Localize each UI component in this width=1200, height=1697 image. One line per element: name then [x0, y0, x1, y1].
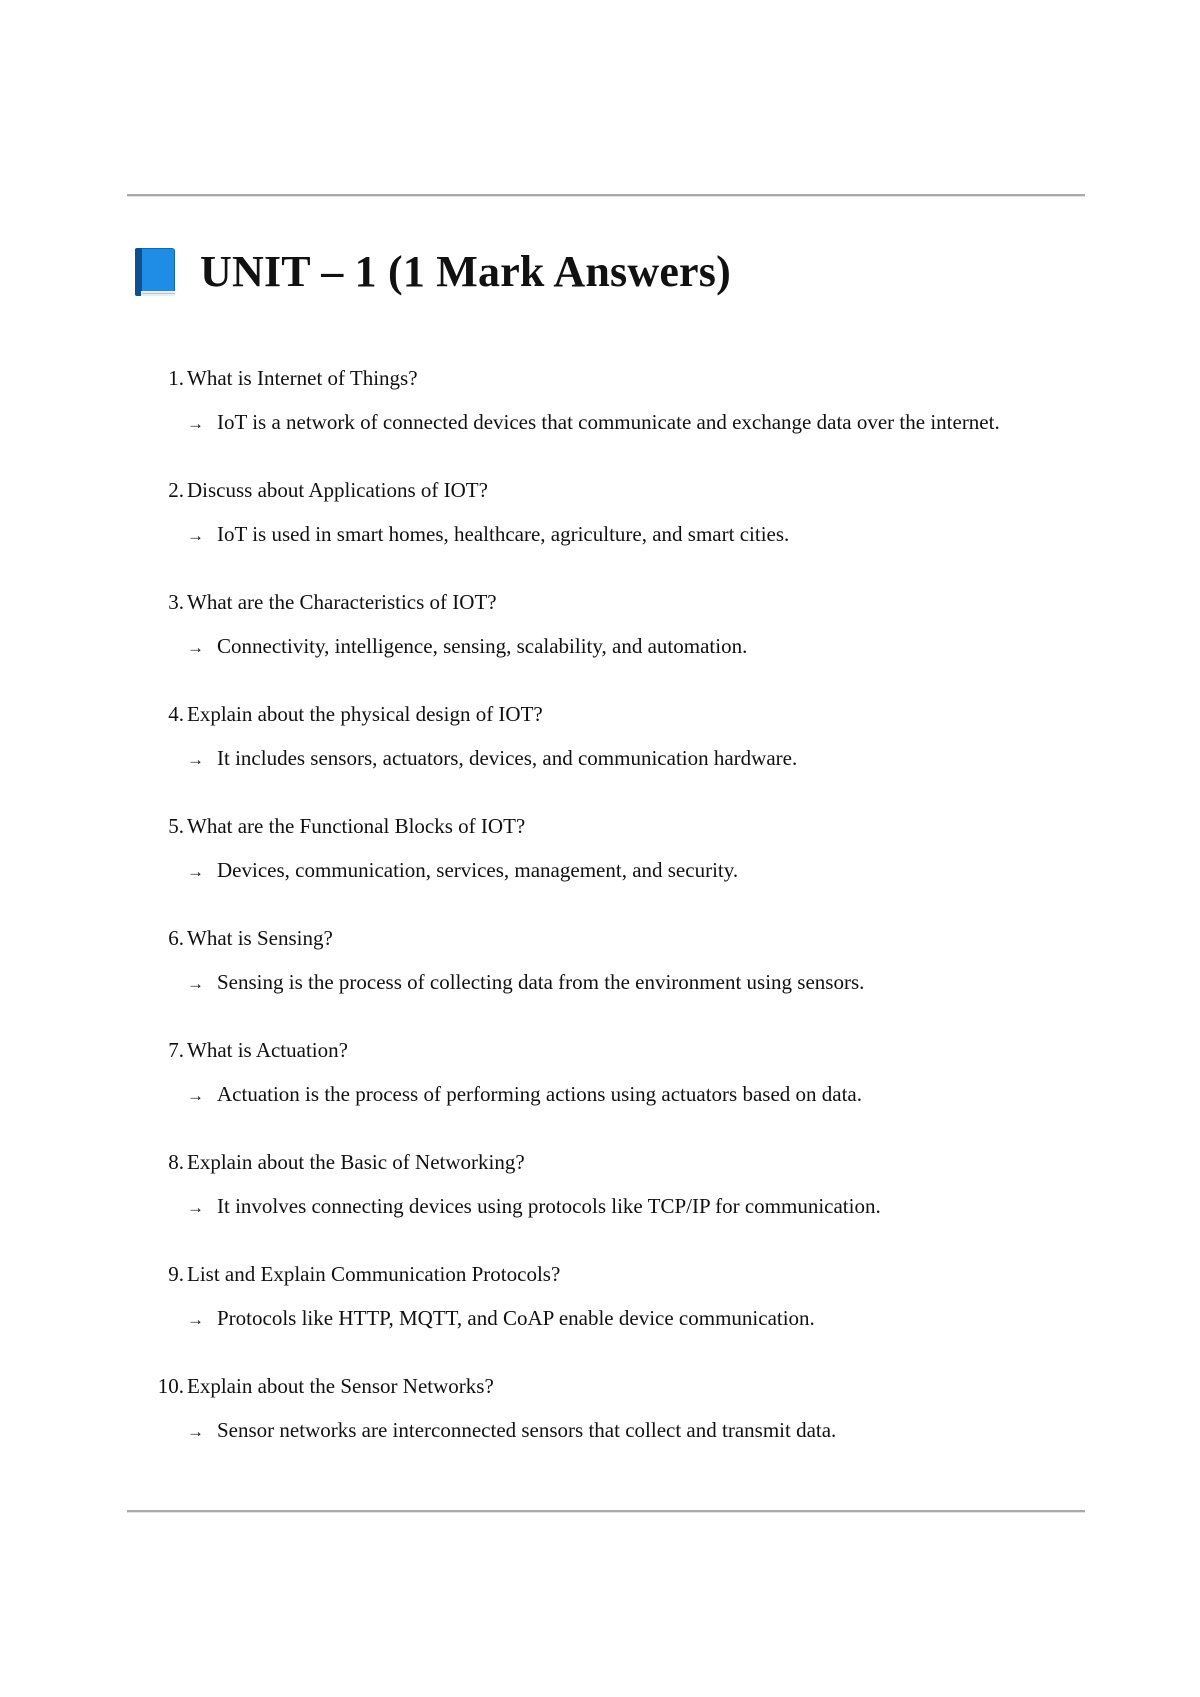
arrow-icon: → — [187, 1422, 204, 1441]
list-item — [0, 692, 1200, 782]
question-text: Discuss about Applications of IOT? — [187, 478, 488, 502]
answer-line — [0, 1072, 1047, 1118]
answer-text: Actuation is the process of performing actions using actuators based on data. — [217, 1082, 862, 1106]
list-item — [0, 1140, 1200, 1230]
answer-line — [0, 1408, 1047, 1454]
question-number: 1. — [168, 366, 184, 390]
answer-text: Sensor networks are interconnected sensors that collect and transmit data. — [217, 1418, 837, 1442]
answer-line — [0, 512, 1047, 558]
arrow-icon: → — [187, 1086, 204, 1105]
answer-text: IoT is used in smart homes, healthcare, agriculture, and smart cities. — [217, 522, 790, 546]
book-icon — [132, 246, 178, 298]
list-item — [0, 1252, 1200, 1342]
answer-line — [0, 400, 1047, 446]
question-number: 3. — [168, 590, 184, 614]
answer-line — [0, 624, 1047, 670]
question-number: 2. — [168, 478, 184, 502]
question-line — [0, 692, 1200, 736]
list-item — [0, 1028, 1200, 1118]
top-divider — [127, 194, 1085, 197]
question-number: 5. — [168, 814, 184, 838]
question-number: 8. — [168, 1150, 184, 1174]
answer-text: It involves connecting devices using protocols like TCP/IP for communication. — [217, 1194, 881, 1218]
arrow-icon: → — [187, 638, 204, 657]
question-text: What are the Characteristics of IOT? — [187, 590, 497, 614]
answer-text: It includes sensors, actuators, devices, and communication hardware. — [217, 746, 798, 770]
arrow-icon: → — [187, 750, 204, 769]
question-text: Explain about the Basic of Networking? — [187, 1150, 525, 1174]
question-line — [0, 1252, 1200, 1296]
arrow-icon: → — [187, 1198, 204, 1217]
question-line — [0, 804, 1200, 848]
question-line — [0, 356, 1200, 400]
list-item — [0, 916, 1200, 1006]
list-item — [0, 804, 1200, 894]
arrow-icon: → — [187, 974, 204, 993]
answer-line — [0, 1184, 1047, 1230]
question-text: What is Actuation? — [187, 1038, 348, 1062]
unit-heading — [132, 242, 731, 302]
question-text: Explain about the physical design of IOT? — [187, 702, 543, 726]
question-text: List and Explain Communication Protocols? — [187, 1262, 561, 1286]
question-number: 6. — [168, 926, 184, 950]
question-number: 9. — [168, 1262, 184, 1286]
question-number: 4. — [168, 702, 184, 726]
answer-text: Sensing is the process of collecting data from the environment using sensors. — [217, 970, 865, 994]
answer-line — [0, 736, 1047, 782]
question-text: What is Internet of Things? — [187, 366, 418, 390]
list-item — [0, 1364, 1200, 1454]
list-item — [0, 356, 1200, 446]
question-line — [0, 580, 1200, 624]
question-text: What are the Functional Blocks of IOT? — [187, 814, 526, 838]
question-text: Explain about the Sensor Networks? — [187, 1374, 494, 1398]
question-number: 7. — [168, 1038, 184, 1062]
list-item — [0, 580, 1200, 670]
answer-line — [0, 960, 1047, 1006]
page-title: UNIT – 1 (1 Mark Answers) — [200, 247, 731, 296]
answer-line — [0, 848, 1047, 894]
arrow-icon: → — [187, 1310, 204, 1329]
question-line — [0, 916, 1200, 960]
question-list — [0, 356, 1200, 1476]
arrow-icon: → — [187, 862, 204, 881]
question-line — [0, 1140, 1200, 1184]
answer-text: Connectivity, intelligence, sensing, scalability, and automation. — [217, 634, 748, 658]
question-line — [0, 1364, 1200, 1408]
answer-text: Protocols like HTTP, MQTT, and CoAP enable device communication. — [217, 1306, 815, 1330]
arrow-icon: → — [187, 526, 204, 545]
bottom-divider — [127, 1510, 1085, 1513]
question-line — [0, 1028, 1200, 1072]
answer-text: IoT is a network of connected devices that communicate and exchange data over the internet. — [217, 410, 1000, 434]
answer-text: Devices, communication, services, management, and security. — [217, 858, 739, 882]
question-number: 10. — [157, 1374, 184, 1398]
arrow-icon: → — [187, 414, 204, 433]
question-text: What is Sensing? — [187, 926, 333, 950]
answer-line — [0, 1296, 1047, 1342]
question-line — [0, 468, 1200, 512]
list-item — [0, 468, 1200, 558]
